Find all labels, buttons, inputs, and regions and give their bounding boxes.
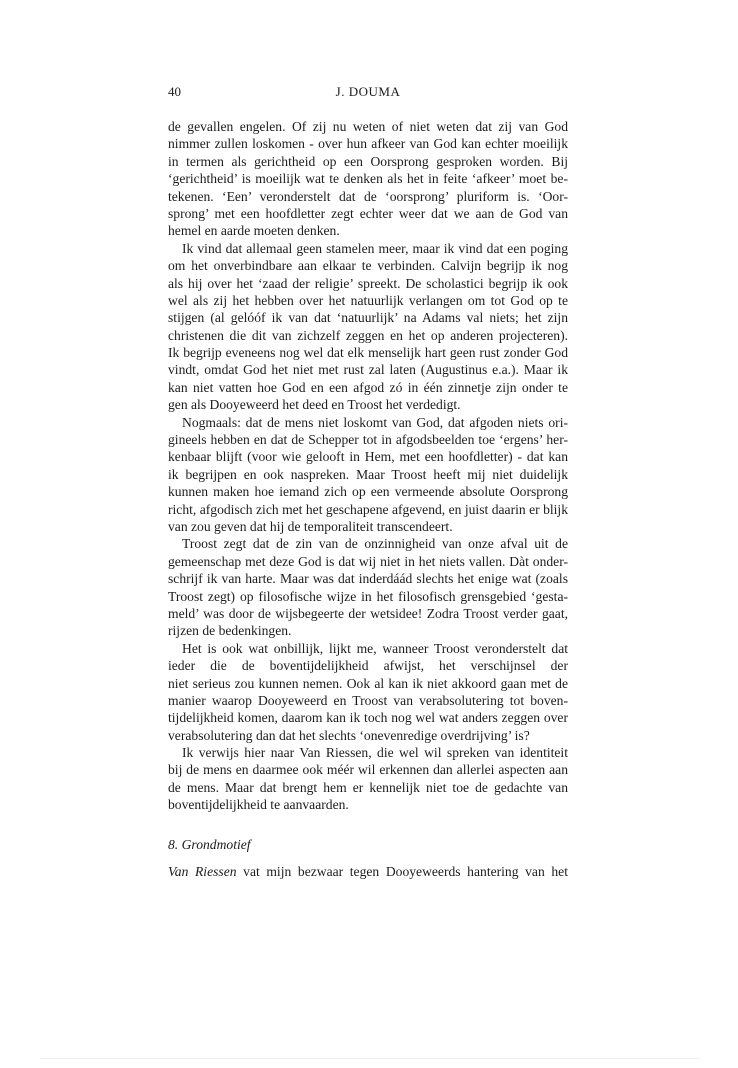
text-line: Het is ook wat onbillijk, lijkt me, wanneer Troost veronderstelt dat	[182, 640, 568, 656]
text-line: boventijdelijkheid te aanvaarden.	[168, 797, 349, 813]
text-line: Troost zegt dat de zin van de onzinnigheid van onze afval uit de	[182, 536, 568, 552]
text-line: de mens. Maar dat brengt hem er kennelijk niet toe de gedachte van	[168, 779, 568, 795]
text-line: als hij over het ‘zaad der religie’ spreekt. De scholastici begrijp ik ook	[168, 275, 568, 291]
text-line: kenbaar blijft (voor wie gelooft in Hem, met een hoofdletter) - dat kan	[168, 449, 568, 465]
text-line: Ik verwijs hier naar Van Riessen, die wel wil spreken van identiteit	[182, 745, 568, 761]
text-line: Ik vind dat allemaal geen stamelen meer, maar ik vind dat een poging	[182, 240, 568, 256]
section-first-line-italic: Van Riessen	[168, 864, 237, 880]
text-line: ‘gerichtheid’ is moeilijk wat te denken als het in feite ‘afkeer’ moet be-	[168, 171, 568, 187]
text-line: Troost zegt) op filosofische wijze in het filosofisch grensgebied ‘gesta-	[168, 588, 568, 604]
text-line: bij de mens en daarmee ook méér wil erkennen dan allerlei aspecten aan	[168, 762, 568, 778]
text-line: om het onverbindbare aan elkaar te verbinden. Calvijn begrijp ik nog	[168, 258, 568, 274]
text-line: stijgen (al gelóóf ik van dat ‘natuurlijk’ na Adams val niets; het zijn	[168, 310, 568, 326]
text-line: de gevallen engelen. Of zij nu weten of niet weten dat zij van God	[168, 119, 568, 134]
text-line: Nogmaals: dat de mens niet loskomt van God, dat afgoden niets ori-	[182, 414, 568, 430]
text-line: kunnen maken hoe iemand zich op een vermeende absolute Oorsprong	[168, 484, 568, 500]
text-line: meld’ was door de wijsbegeerte der wetsidee! Zodra Troost verder gaat,	[168, 605, 568, 621]
text-line: wel als zij het hebben over het natuurlijk verlangen om tot God op te	[168, 292, 568, 308]
text-line: niet serieus zou kunnen nemen. Ook al kan ik niet akkoord gaan met de	[168, 675, 568, 691]
text-line: schrijf ik van harte. Maar was dat inderdáád slechts het enige wat (zoals	[168, 571, 568, 587]
text-line: ik begrijpen en ook naspreken. Maar Troost heeft mij niet duidelijk	[168, 466, 568, 482]
text-line: van zou geven dat hij de temporaliteit transcendeert.	[168, 518, 453, 534]
text-line: tekenen. ‘Een’ veronderstelt dat de ‘oorsprong’ pluriform is. ‘Oor-	[168, 188, 568, 204]
text-line: kan niet vatten hoe God en een afgod zó in één zinnetje zijn onder te	[168, 379, 568, 395]
text-line: ieder die de boventijdelijkheid afwijst, het verschijnsel der	[168, 658, 568, 674]
text-line: manier waarop Dooyeweerd en Troost van verabsolutering tot boven-	[168, 692, 568, 708]
section-first-line	[168, 863, 568, 880]
page-header	[168, 84, 568, 104]
text-line: in termen als gerichtheid op een Oorsprong gesproken worden. Bij	[168, 153, 568, 169]
text-line: Ik begrijp eveneens nog wel dat elk menselijk hart geen rust zonder God	[168, 345, 568, 361]
text-line: verabsolutering dan dat het slechts ‘onevenredige overdrijving’ is?	[168, 727, 530, 743]
text-line: tijdelijkheid komen, daarom kan ik toch nog wel wat anders zeggen over	[168, 710, 568, 726]
running-head: J. DOUMA	[335, 84, 401, 99]
text-line: christenen die dit van zichzelf zeggen en het op anderen projecteren).	[168, 327, 568, 343]
text-line: gen als Dooyeweerd het deed en Troost het verdedigt.	[168, 397, 461, 413]
text-line: gineels hebben en dat de Schepper tot in afgodsbeelden toe ‘ergens’ her-	[168, 432, 568, 448]
text-line: vindt, omdat God het niet met rust zal laten (Augustinus e.a.). Maar ik	[168, 362, 568, 378]
section-heading: 8. Grondmotief	[168, 836, 251, 852]
text-line: richt, afgodisch zich met het geschapene afgevend, en juist daarin er blijk	[168, 501, 568, 517]
page-number: 40	[168, 84, 181, 99]
scan-edge-line	[40, 1058, 700, 1059]
text-line: sprong’ met een hoofdletter zegt echter weer dat we aan de God van	[168, 205, 568, 221]
text-line: rijzen de bedenkingen.	[168, 623, 292, 639]
section-first-line-rest: vat mijn bezwaar tegen Dooyeweerds hantering van het	[236, 864, 568, 880]
text-line: nimmer zullen loskomen - over hun afkeer van God kan echter moeilijk	[168, 136, 568, 152]
text-line: gemeenschap met deze God is dat wij niet in het niets vallen. Dàt onder-	[168, 553, 568, 569]
paragraph-lines	[168, 118, 568, 814]
text-line: hemel en aarde moeten denken.	[168, 223, 340, 239]
body-text	[168, 118, 568, 880]
